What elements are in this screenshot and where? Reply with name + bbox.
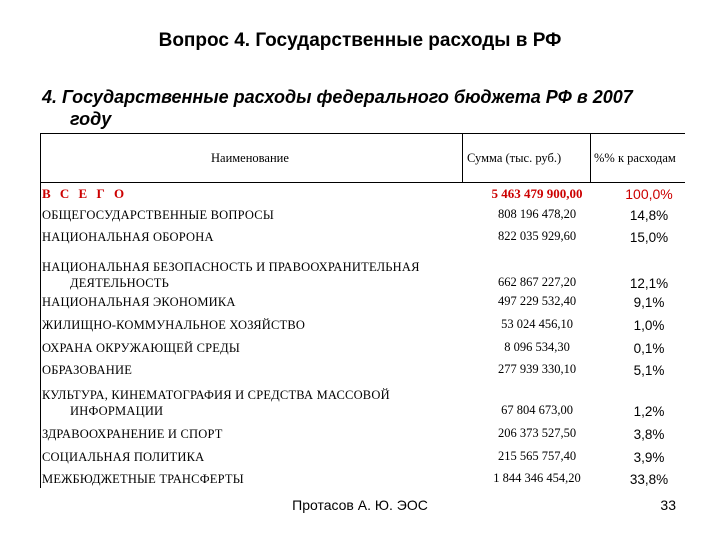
total-pct: 100,0% xyxy=(625,186,673,202)
row-name-line-1: ОБЩЕГОСУДАРСТВЕННЫЕ ВОПРОСЫ xyxy=(42,208,274,222)
row-name-line-1: МЕЖБЮДЖЕТНЫЕ ТРАНСФЕРТЫ xyxy=(42,472,244,486)
header-divider-1 xyxy=(462,134,463,182)
row-pct: 0,1% xyxy=(633,341,665,356)
row-name-line-2: ИНФОРМАЦИИ xyxy=(70,404,164,418)
row-sum: 822 035 929,60 xyxy=(497,229,577,243)
row-name-line-1: НАЦИОНАЛЬНАЯ ОБОРОНА xyxy=(42,230,214,244)
slide-title: Вопрос 4. Государственные расходы в РФ xyxy=(158,30,562,51)
row-name-line-1: НАЦИОНАЛЬНАЯ БЕЗОПАСНОСТЬ И ПРАВООХРАНИТЕЛЬНАЯ xyxy=(42,260,420,274)
header-name: Наименование xyxy=(211,151,289,165)
row-name-line-2: ДЕЯТЕЛЬНОСТЬ xyxy=(70,276,170,290)
row-sum: 662 867 227,20 xyxy=(497,275,577,289)
row-sum: 8 096 534,30 xyxy=(504,340,570,354)
header-divider-2 xyxy=(590,134,591,182)
row-name xyxy=(42,259,420,291)
row-sum: 808 196 478,20 xyxy=(497,207,577,221)
row-name xyxy=(42,471,244,487)
row-name xyxy=(42,449,204,465)
row-sum: 206 373 527,50 xyxy=(497,426,577,440)
row-pct: 12,1% xyxy=(629,276,669,291)
row-name xyxy=(42,362,132,378)
page-number: 33 xyxy=(660,497,676,513)
row-pct: 33,8% xyxy=(629,472,669,487)
header-sum: Сумма (тыс. руб.) xyxy=(467,151,562,165)
table-subtitle xyxy=(42,86,682,130)
row-name-line-1: НАЦИОНАЛЬНАЯ ЭКОНОМИКА xyxy=(42,295,236,309)
total-label: В С Е Г О xyxy=(42,186,128,201)
row-sum: 53 024 456,10 xyxy=(501,317,573,331)
row-sum: 497 229 532,40 xyxy=(497,294,577,308)
row-name-line-1: ОБРАЗОВАНИЕ xyxy=(42,363,133,377)
row-name xyxy=(42,426,223,442)
row-pct: 5,1% xyxy=(633,363,665,378)
row-pct: 3,8% xyxy=(633,427,665,442)
row-name xyxy=(42,294,236,310)
row-name xyxy=(42,387,390,419)
row-name-line-1: СОЦИАЛЬНАЯ ПОЛИТИКА xyxy=(42,450,205,464)
subtitle-line-2: году xyxy=(70,109,112,129)
row-name-line-1: КУЛЬТУРА, КИНЕМАТОГРАФИЯ И СРЕДСТВА МАССОВОЙ xyxy=(42,388,390,402)
row-pct: 1,0% xyxy=(633,318,665,333)
row-pct: 3,9% xyxy=(633,450,665,465)
row-sum: 1 844 346 454,20 xyxy=(493,471,581,485)
row-sum: 277 939 330,10 xyxy=(497,362,577,376)
header-bottom-rule xyxy=(41,182,685,183)
row-pct: 1,2% xyxy=(633,404,665,419)
row-name xyxy=(42,317,305,333)
row-name-line-1: ЖИЛИЩНО-КОММУНАЛЬНОЕ ХОЗЯЙСТВО xyxy=(42,318,306,332)
subtitle-line-1: 4. Государственные расходы федерального бюджета РФ в 2007 xyxy=(42,87,633,107)
row-sum: 215 565 757,40 xyxy=(497,449,577,463)
row-name-line-1: ОХРАНА ОКРУЖАЮЩЕЙ СРЕДЫ xyxy=(42,341,240,355)
row-sum: 67 804 673,00 xyxy=(501,403,573,417)
header-pct: %% к расходам xyxy=(594,151,676,165)
footer-author: Протасов А. Ю. ЭОС xyxy=(292,497,428,513)
total-sum: 5 463 479 900,00 xyxy=(491,186,583,201)
row-name xyxy=(42,207,274,223)
row-pct: 9,1% xyxy=(633,295,665,310)
row-name xyxy=(42,340,240,356)
row-pct: 14,8% xyxy=(629,208,669,223)
row-name-line-1: ЗДРАВООХРАНЕНИЕ И СПОРТ xyxy=(42,427,223,441)
expenses-table xyxy=(40,133,685,488)
row-pct: 15,0% xyxy=(629,230,669,245)
row-name xyxy=(42,229,214,245)
